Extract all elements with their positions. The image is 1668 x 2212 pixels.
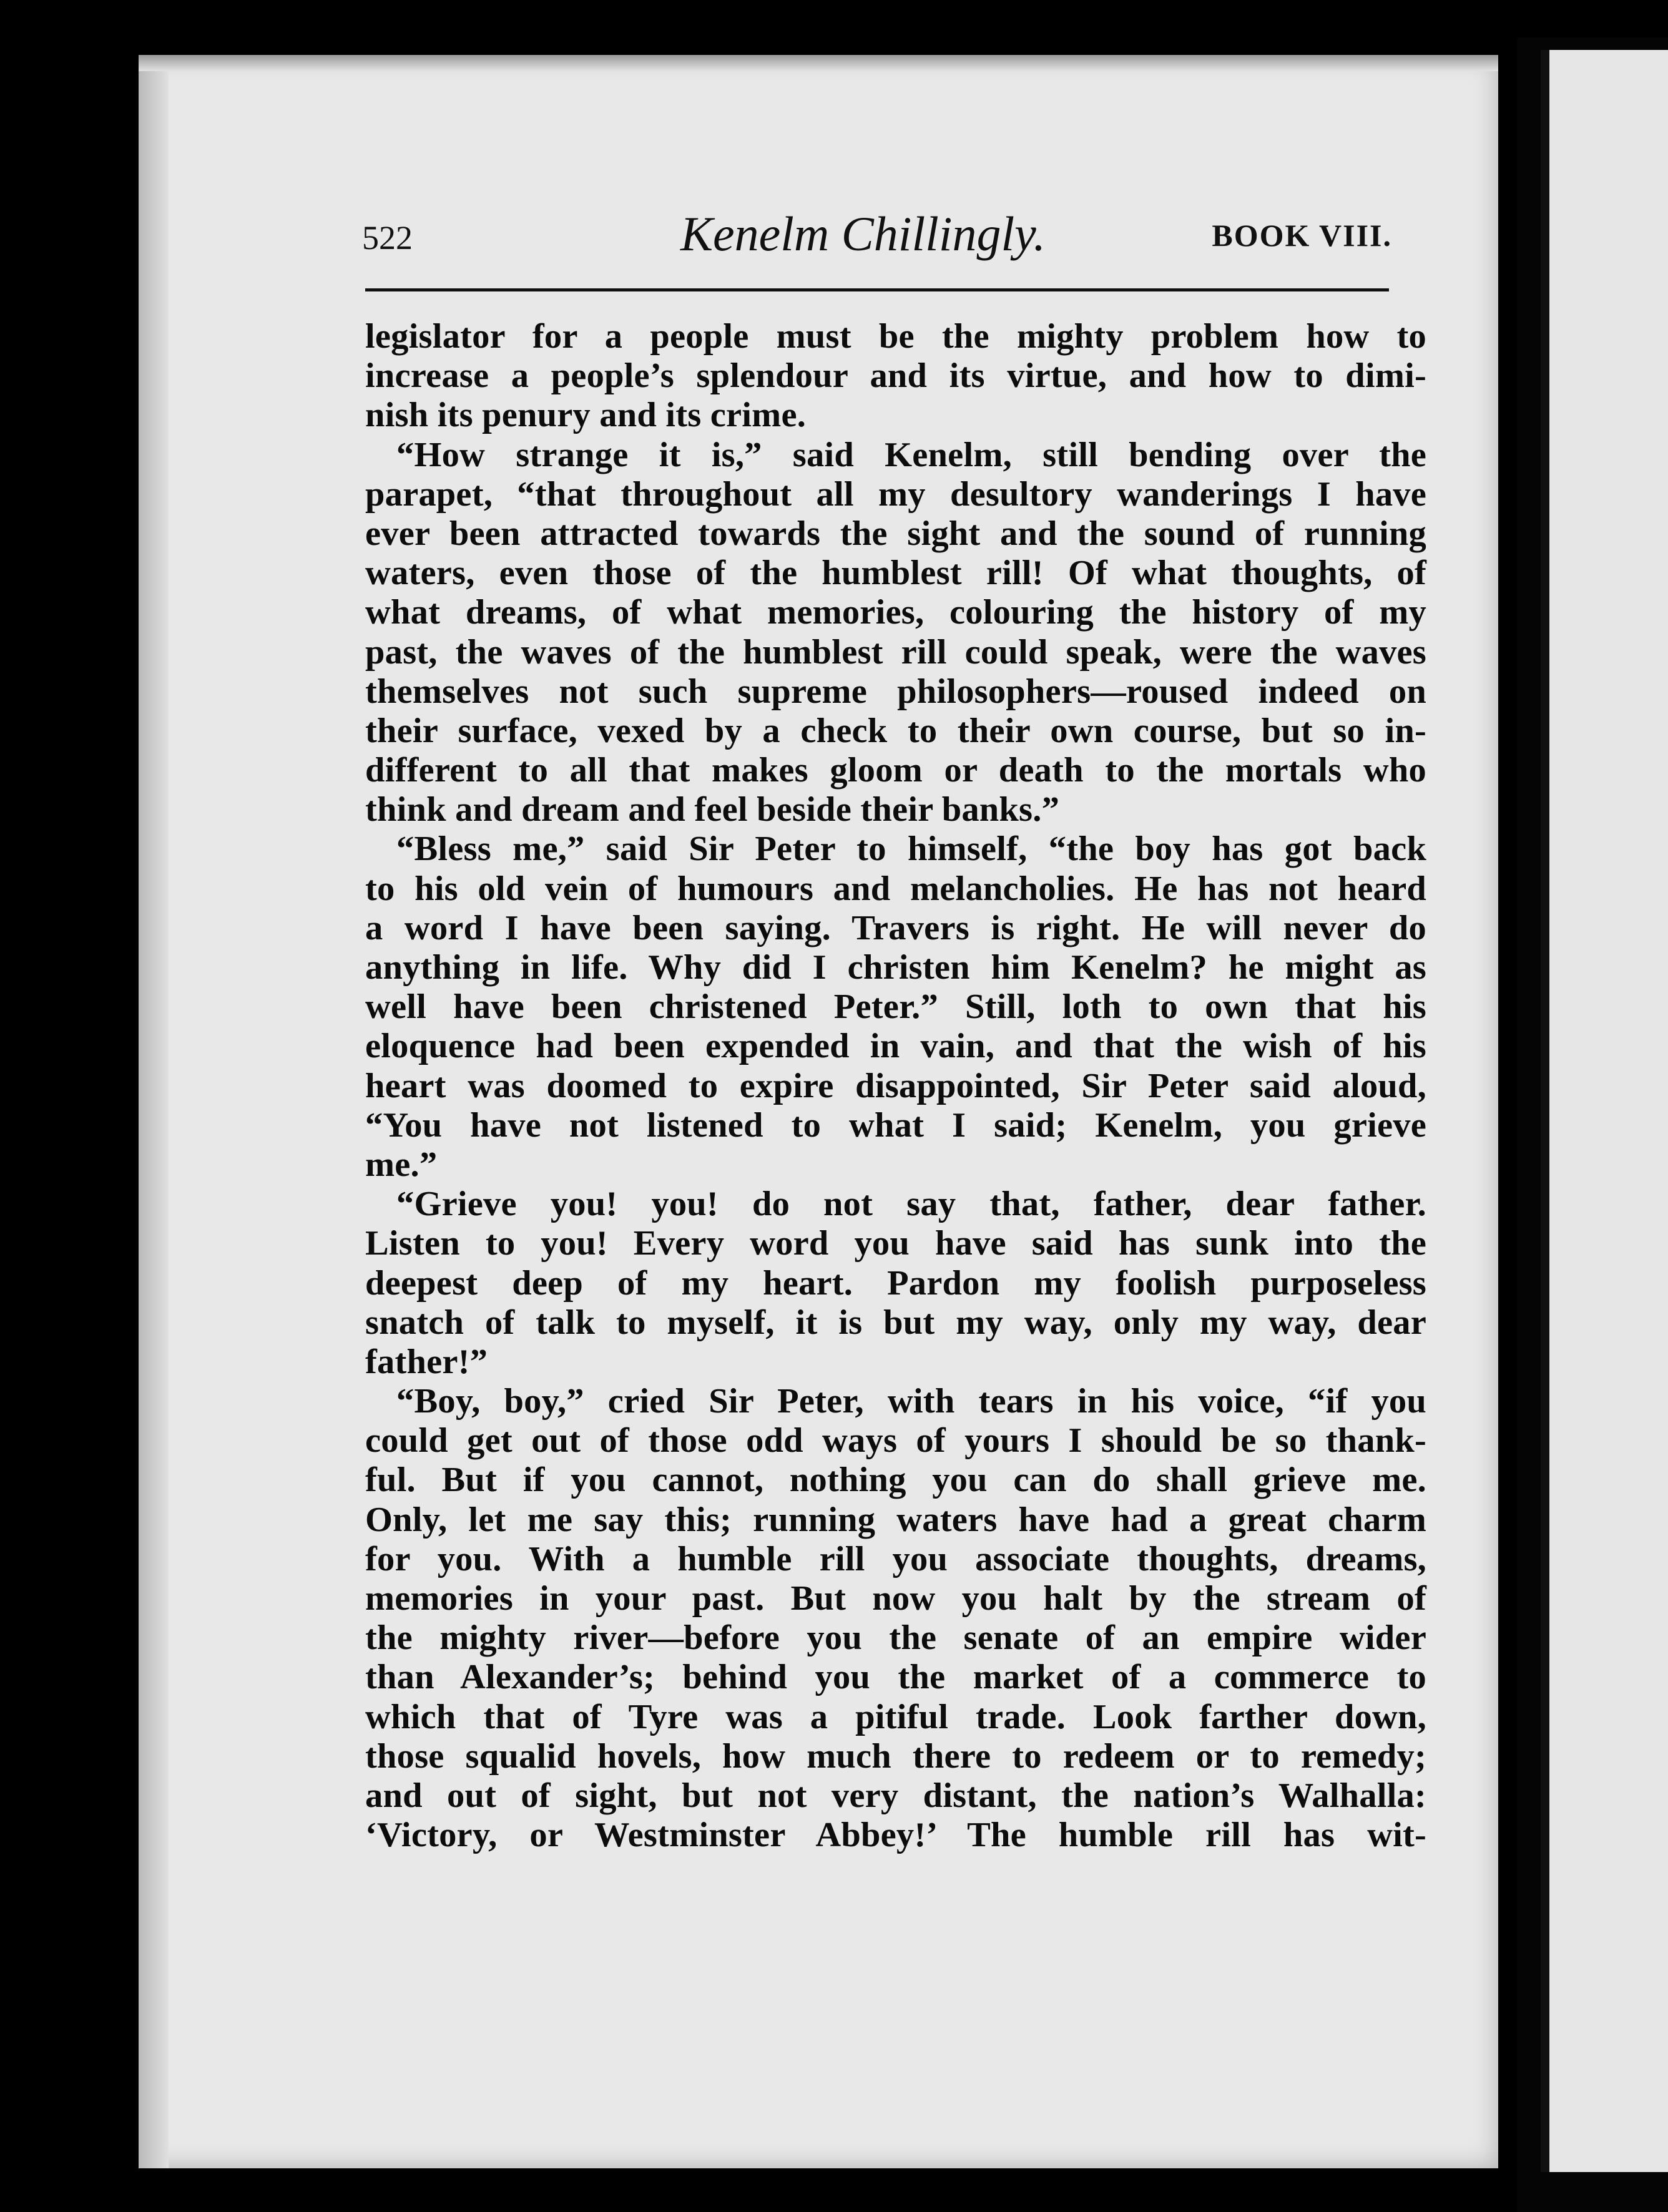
text-line: ‘Victory, or Westminster Abbey!’ The humble rill has wit- <box>365 1816 1426 1855</box>
text-line: ful. But if you cannot, nothing you can do shall grieve me. <box>365 1461 1426 1500</box>
text-line: heart was doomed to expire disappointed, Sir Peter said aloud, <box>365 1066 1426 1105</box>
text-line: eloquence had been expended in vain, and that the wish of his <box>365 1027 1426 1066</box>
text-line: which that of Tyre was a pitiful trade. Look farther down, <box>365 1697 1426 1736</box>
text-line: a word I have been saying. Travers is right. He will never do <box>365 908 1426 947</box>
text-line: parapet, “that throughout all my desultory wanderings I have <box>365 474 1426 514</box>
text-line: themselves not such supreme philosophers—roused indeed on <box>365 672 1426 711</box>
text-line: nish its penury and its crime. <box>365 396 807 435</box>
text-line: “Bless me,” said Sir Peter to himself, “the boy has got back <box>396 830 1426 869</box>
text-line: different to all that makes gloom or death to the mortals who <box>365 751 1426 790</box>
text-line: “Boy, boy,” cried Sir Peter, with tears in his voice, “if you <box>396 1382 1426 1421</box>
text-line: snatch of talk to myself, it is but my way, only my way, dear <box>365 1303 1426 1342</box>
text-line: well have been christened Peter.” Still, loth to own that his <box>365 987 1426 1027</box>
text-line: Only, let me say this; running waters have had a great charm <box>365 1500 1426 1539</box>
text-line: could get out of those odd ways of yours I should be so thank- <box>365 1421 1426 1461</box>
text-line: deepest deep of my heart. Pardon my foolish purposeless <box>365 1263 1426 1303</box>
text-line: to his old vein of humours and melancholies. He has not heard <box>365 869 1426 908</box>
page-edge-top <box>139 55 1498 71</box>
text-line: “How strange it is,” said Kenelm, still bending over the <box>396 435 1426 474</box>
text-line: past, the waves of the humblest rill could speak, were the waves <box>365 632 1426 672</box>
text-line: the mighty river—before you the senate of an empire wider <box>365 1618 1426 1658</box>
text-line: memories in your past. But now you halt by the stream of <box>365 1579 1426 1618</box>
text-line: think and dream and feel beside their banks.” <box>365 790 1060 830</box>
text-line: “Grieve you! you! do not say that, father, dear father. <box>396 1185 1426 1224</box>
running-title: Kenelm Chillingly. <box>680 207 1046 261</box>
text-line: those squalid hovels, how much there to redeem or to remedy; <box>365 1736 1426 1776</box>
book-label: BOOK VIII. <box>1212 218 1392 253</box>
text-line: what dreams, of what memories, colouring the history of my <box>365 593 1426 632</box>
adjacent-page <box>1541 50 1668 2172</box>
text-line: waters, even those of the humblest rill! Of what thoughts, of <box>365 554 1426 593</box>
text-line: anything in life. Why did I christen him Kenelm? he might as <box>365 948 1426 987</box>
text-line: father!” <box>365 1342 488 1381</box>
text-line: and out of sight, but not very distant, the nation’s Walhalla: <box>365 1776 1426 1815</box>
header-rule <box>365 288 1389 291</box>
text-line: for you. With a humble rill you associate thoughts, dreams, <box>365 1539 1426 1578</box>
text-line: “You have not listened to what I said; Kenelm, you grieve <box>365 1105 1426 1145</box>
body-text <box>365 317 1426 1855</box>
page-header <box>362 206 1392 287</box>
text-line: Listen to you! Every word you have said has sunk into the <box>365 1224 1426 1263</box>
page-number: 522 <box>362 219 413 257</box>
text-line: increase a people’s splendour and its virtue, and how to dimi- <box>365 356 1426 396</box>
page-edge-left <box>139 55 169 2168</box>
text-line: legislator for a people must be the mighty problem how to <box>365 317 1426 356</box>
text-line: ever been attracted towards the sight and the sound of running <box>365 514 1426 553</box>
text-line: their surface, vexed by a check to their own course, but so in- <box>365 711 1426 750</box>
text-line: than Alexander’s; behind you the market of a commerce to <box>365 1658 1426 1697</box>
text-line: me.” <box>365 1145 438 1184</box>
